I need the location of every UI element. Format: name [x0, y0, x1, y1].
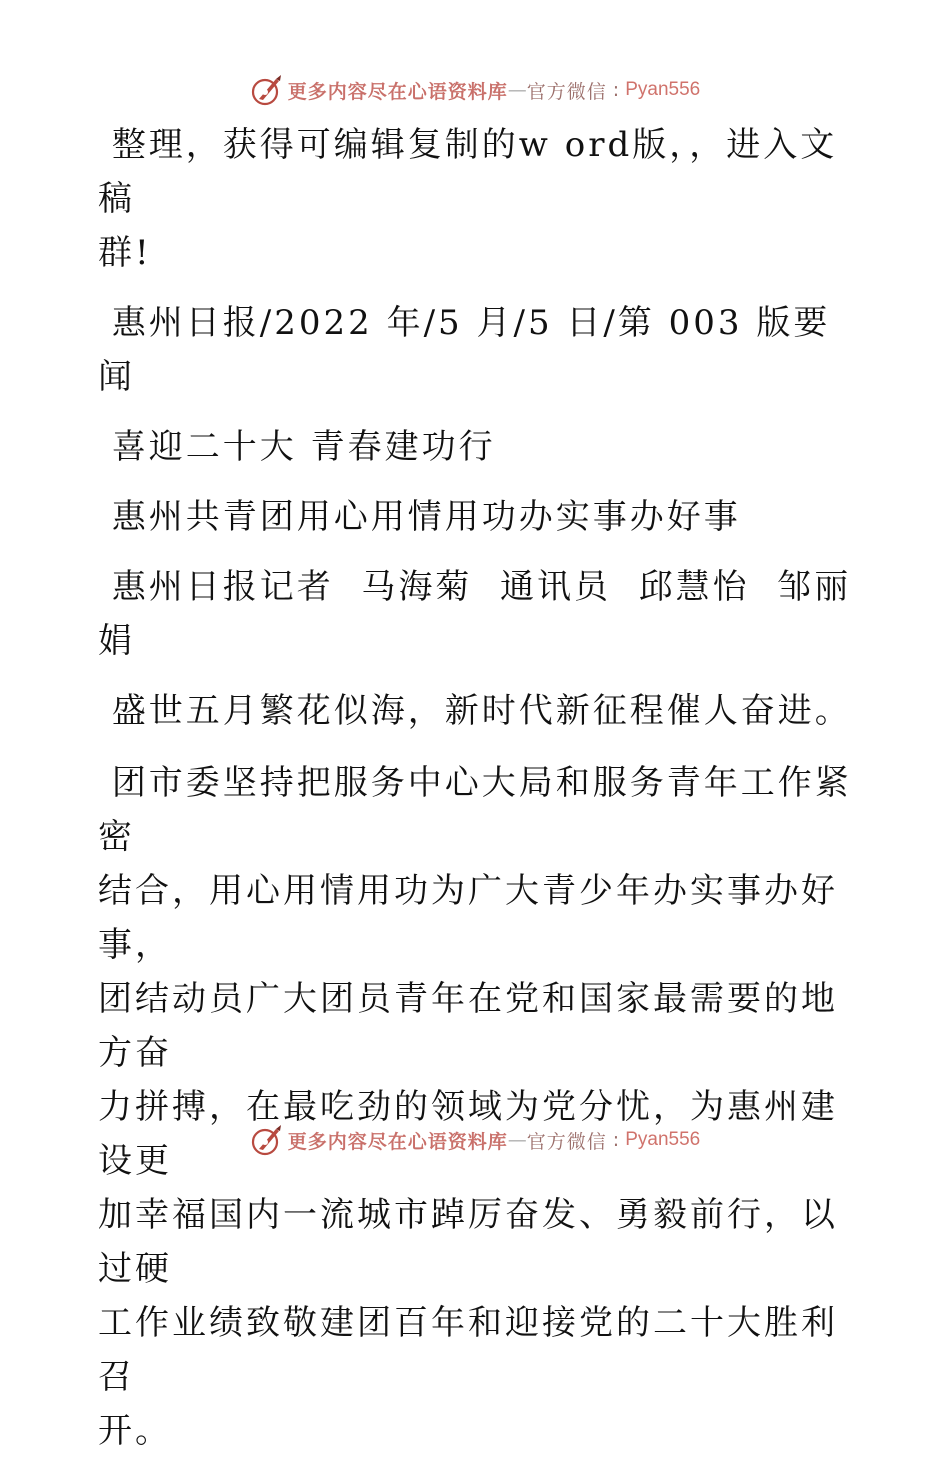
lead-paragraph: 盛世五月繁花似海，新时代新征程催人奋进。	[98, 691, 852, 731]
watermark-dash: —	[507, 79, 527, 101]
body-line: 开。	[98, 1411, 172, 1451]
byline-line-1: 惠州日报记者 马海菊 通讯员 邱慧怡 邹丽	[98, 567, 852, 607]
intro-line-2: 群!	[98, 233, 152, 273]
column-title: 喜迎二十大 青春建功行	[98, 427, 496, 467]
document-body	[98, 118, 858, 1458]
header-watermark-banner	[0, 70, 950, 110]
watermark-main-text: 更多内容尽在心语资料库	[287, 1130, 508, 1153]
watermark-wechat-label: 官方微信	[526, 80, 607, 103]
watermark-wechat-label: 官方微信	[526, 1130, 607, 1153]
watermark-dash: —	[507, 1129, 527, 1151]
watermark-wechat-handle: Pyan556	[625, 79, 701, 100]
watermark-wechat-handle: Pyan556	[625, 1129, 701, 1150]
source-line: 惠州日报/2022 年/5 月/5 日/第 003 版要闻	[98, 303, 831, 397]
headline: 惠州共青团用心用情用功办实事办好事	[98, 497, 741, 537]
body-line: 工作业绩致敬建团百年和迎接党的二十大胜利召	[98, 1303, 838, 1397]
watermark-main-text: 更多内容尽在心语资料库	[287, 80, 508, 103]
footer-watermark-banner	[0, 1120, 950, 1160]
byline-line-2: 娟	[98, 621, 135, 661]
quill-pen-icon	[250, 1123, 284, 1157]
body-line: 结合，用心用情用功为广大青少年办实事办好事，	[98, 871, 838, 965]
body-line: 团结动员广大团员青年在党和国家最需要的地方奋	[98, 979, 838, 1073]
watermark-colon: :	[612, 79, 620, 101]
watermark-colon: :	[612, 1129, 620, 1151]
body-line: 力拼搏，在最吃劲的领域为党分忧，为惠州建设更	[98, 1087, 838, 1181]
body-line: 团市委坚持把服务中心大局和服务青年工作紧密	[98, 763, 852, 857]
intro-line-1: 整理，获得可编辑复制的w ord版，，进入文稿	[98, 125, 838, 219]
body-line: 加幸福国内一流城市踔厉奋发、勇毅前行，以过硬	[98, 1195, 838, 1289]
body-paragraph	[98, 756, 858, 1458]
quill-pen-icon	[250, 73, 284, 107]
